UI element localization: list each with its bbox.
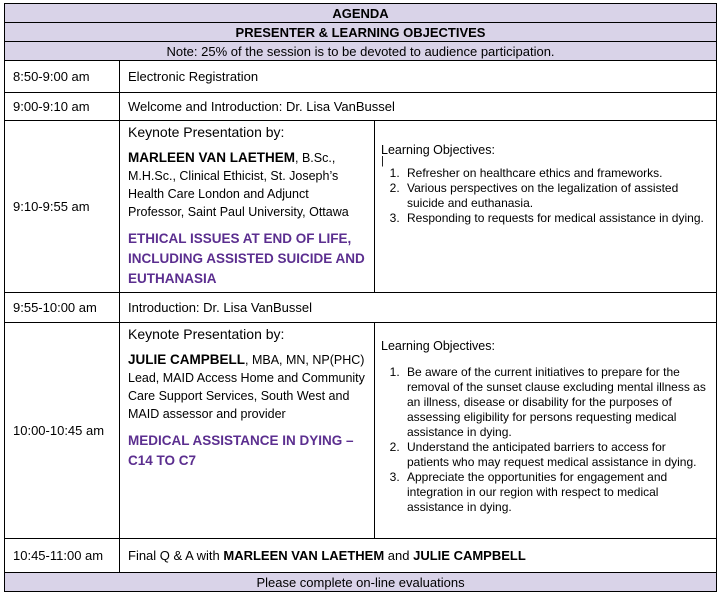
presenter-bio — [128, 149, 368, 221]
keynote-cell — [120, 323, 375, 539]
objectives-label: Learning Objectives: — [381, 339, 495, 353]
list-item: 3. Responding to requests for medical assistance in dying. — [403, 211, 708, 226]
presenter-credentials: , MBA, MN, NP(PHC) Lead, MAID Access Home and Community Care Support Services, South West and MAID assessor and provider — [128, 353, 365, 421]
qa-mid: and — [384, 548, 414, 563]
list-item: 1. Be aware of the current initiatives to prepare for the removal of the sunset clause excluding mental illness as an illness, disease or disability for the purposes of assessing eligibility for persons requesting medical assistance in dying. — [403, 365, 708, 440]
keynote-label: Keynote Presentation by: — [128, 124, 285, 140]
participation-note: Note: 25% of the session is to be devoted to audience participation. — [5, 42, 717, 61]
keynote-cell — [120, 121, 375, 293]
keynote-label: Keynote Presentation by: — [128, 326, 285, 342]
table-row — [5, 323, 717, 539]
table-row — [5, 293, 717, 323]
talk-title: MEDICAL ASSISTANCE IN DYING – C14 TO C7 — [128, 433, 354, 468]
session-cell — [120, 539, 717, 573]
objectives-label: Learning Objectives: — [381, 143, 495, 157]
qa-name-1: MARLEEN VAN LAETHEM — [223, 548, 385, 563]
objectives-cell — [375, 121, 717, 293]
time-cell: 9:55-10:00 am — [5, 293, 120, 323]
time-cell: 8:50-9:00 am — [5, 61, 120, 93]
presenter-name: JULIE CAMPBELL — [128, 352, 246, 367]
qa-name-2: JULIE CAMPBELL — [413, 548, 526, 563]
talk-title: ETHICAL ISSUES AT END OF LIFE, INCLUDING ASSISTED SUICIDE AND EUTHANASIA — [128, 231, 365, 286]
table-row — [5, 61, 717, 93]
table-row — [5, 93, 717, 121]
qa-prefix: Final Q & A with — [128, 548, 224, 563]
time-cell: 9:00-9:10 am — [5, 93, 120, 121]
session-cell: Welcome and Introduction: Dr. Lisa VanBussel — [120, 93, 717, 121]
list-item: 2. Various perspectives on the legalization of assisted suicide and euthanasia. — [403, 181, 708, 211]
agenda-table — [4, 3, 717, 592]
text-cursor-mark: | — [381, 155, 384, 167]
presenter-credentials: , B.Sc., M.H.Sc., Clinical Ethicist, St. Joseph’s Health Care London and Adjunct Professor, Saint Paul University, Ottawa — [128, 151, 349, 219]
table-row — [5, 121, 717, 293]
agenda-subtitle: PRESENTER & LEARNING OBJECTIVES — [5, 23, 717, 42]
evaluation-footer: Please complete on-line evaluations — [5, 573, 717, 592]
time-cell: 10:45-11:00 am — [5, 539, 120, 573]
list-item: 1. Refresher on healthcare ethics and frameworks. — [403, 166, 708, 181]
session-cell: Electronic Registration — [120, 61, 717, 93]
table-row — [5, 539, 717, 573]
objectives-cell — [375, 323, 717, 539]
time-cell: 10:00-10:45 am — [5, 323, 120, 539]
session-cell: Introduction: Dr. Lisa VanBussel — [120, 293, 717, 323]
presenter-bio — [128, 351, 368, 423]
list-item: 2. Understand the anticipated barriers to access for patients who may request medical assistance in dying. — [403, 440, 708, 470]
objectives-list — [381, 166, 708, 226]
agenda-title: AGENDA — [5, 4, 717, 23]
list-item: 3. Appreciate the opportunities for engagement and integration in our region with respect to medical assistance in dying. — [403, 470, 708, 515]
objectives-list — [381, 365, 708, 515]
presenter-name: MARLEEN VAN LAETHEM — [128, 150, 295, 165]
time-cell: 9:10-9:55 am — [5, 121, 120, 293]
